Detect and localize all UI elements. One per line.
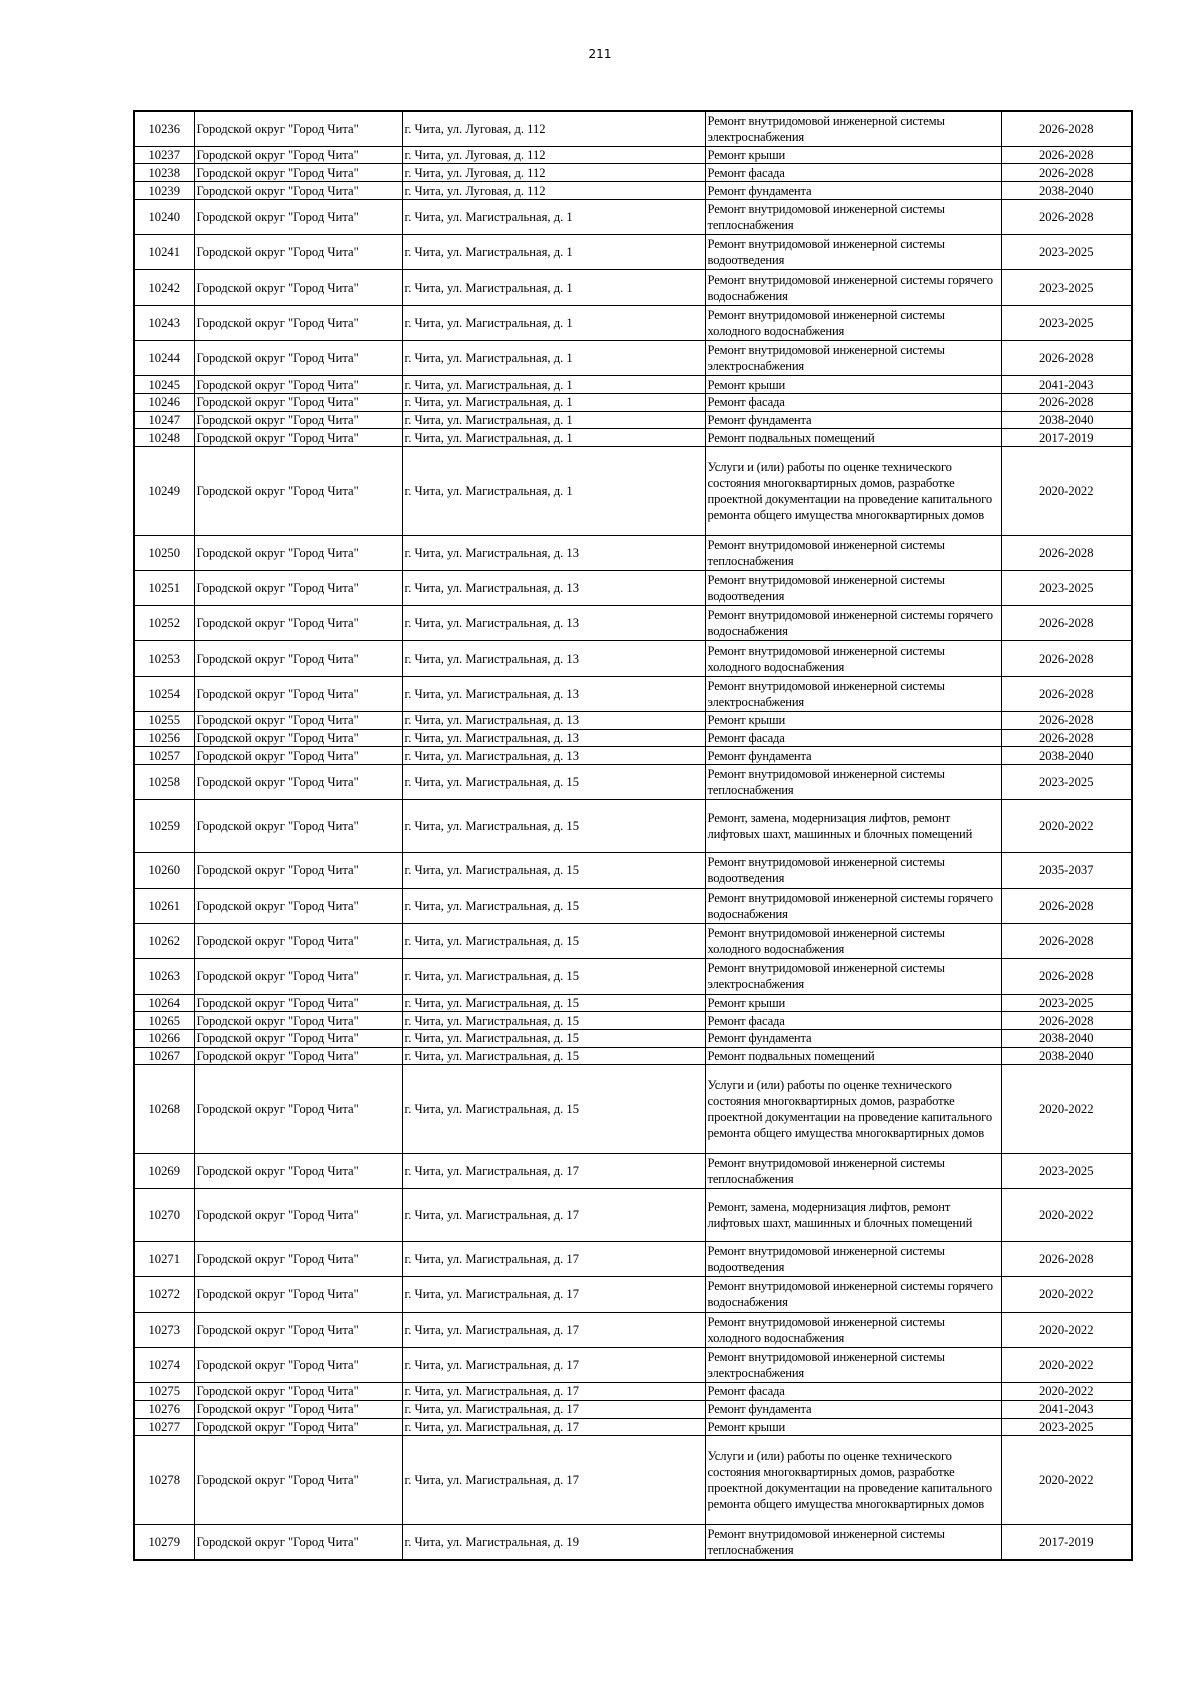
row-number-cell: 10277 [134, 1418, 194, 1436]
period-cell: 2038-2040 [1001, 411, 1132, 429]
table-row [134, 606, 1132, 641]
address-cell: г. Чита, ул. Луговая, д. 112 [402, 146, 705, 164]
address-cell: г. Чита, ул. Магистральная, д. 15 [402, 923, 705, 958]
district-cell: Городской округ "Город Чита" [194, 800, 402, 853]
table-row [134, 729, 1132, 747]
district-cell: Городской округ "Город Чита" [194, 729, 402, 747]
work-type-cell: Ремонт внутридомовой инженерной системы холодного водоснабжения [705, 305, 1001, 340]
period-cell: 2041-2043 [1001, 376, 1132, 394]
address-cell: г. Чита, ул. Магистральная, д. 15 [402, 853, 705, 888]
work-type-cell: Ремонт фундамента [705, 1400, 1001, 1418]
work-type-cell: Ремонт внутридомовой инженерной системы электроснабжения [705, 1347, 1001, 1382]
work-type-cell: Ремонт фундамента [705, 1029, 1001, 1047]
table-row [134, 394, 1132, 412]
period-cell: 2026-2028 [1001, 606, 1132, 641]
address-cell: г. Чита, ул. Магистральная, д. 1 [402, 270, 705, 305]
period-cell: 2026-2028 [1001, 1012, 1132, 1030]
district-cell: Городской округ "Город Чита" [194, 641, 402, 676]
address-cell: г. Чита, ул. Магистральная, д. 13 [402, 606, 705, 641]
table-row [134, 270, 1132, 305]
period-cell: 2020-2022 [1001, 1383, 1132, 1401]
period-cell: 2026-2028 [1001, 676, 1132, 711]
district-cell: Городской округ "Город Чита" [194, 676, 402, 711]
row-number-cell: 10249 [134, 447, 194, 536]
table-row [134, 1012, 1132, 1030]
address-cell: г. Чита, ул. Магистральная, д. 17 [402, 1189, 705, 1242]
row-number-cell: 10247 [134, 411, 194, 429]
address-cell: г. Чита, ул. Магистральная, д. 17 [402, 1153, 705, 1188]
work-type-cell: Ремонт внутридомовой инженерной системы теплоснабжения [705, 199, 1001, 234]
district-cell: Городской округ "Город Чита" [194, 1029, 402, 1047]
period-cell: 2026-2028 [1001, 111, 1132, 146]
district-cell: Городской округ "Город Чита" [194, 959, 402, 994]
period-cell: 2020-2022 [1001, 1277, 1132, 1312]
table-row [134, 341, 1132, 376]
address-cell: г. Чита, ул. Магистральная, д. 13 [402, 729, 705, 747]
row-number-cell: 10254 [134, 676, 194, 711]
address-cell: г. Чита, ул. Магистральная, д. 1 [402, 235, 705, 270]
district-cell: Городской округ "Город Чита" [194, 1241, 402, 1276]
period-cell: 2023-2025 [1001, 270, 1132, 305]
table-row [134, 182, 1132, 200]
table-body [134, 111, 1132, 1560]
table-row [134, 1065, 1132, 1154]
work-type-cell: Ремонт внутридомовой инженерной системы горячего водоснабжения [705, 606, 1001, 641]
table-row [134, 1418, 1132, 1436]
address-cell: г. Чита, ул. Магистральная, д. 13 [402, 712, 705, 730]
work-type-cell: Ремонт внутридомовой инженерной системы холодного водоснабжения [705, 641, 1001, 676]
work-type-cell: Ремонт фасада [705, 164, 1001, 182]
row-number-cell: 10265 [134, 1012, 194, 1030]
row-number-cell: 10245 [134, 376, 194, 394]
period-cell: 2026-2028 [1001, 164, 1132, 182]
work-type-cell: Ремонт фасада [705, 1383, 1001, 1401]
period-cell: 2026-2028 [1001, 641, 1132, 676]
period-cell: 2026-2028 [1001, 1241, 1132, 1276]
district-cell: Городской округ "Город Чита" [194, 923, 402, 958]
work-type-cell: Ремонт внутридомовой инженерной системы электроснабжения [705, 676, 1001, 711]
table-row [134, 235, 1132, 270]
repair-schedule-table [133, 110, 1133, 1561]
row-number-cell: 10257 [134, 747, 194, 765]
address-cell: г. Чита, ул. Магистральная, д. 17 [402, 1436, 705, 1525]
work-type-cell: Ремонт фасада [705, 1012, 1001, 1030]
row-number-cell: 10259 [134, 800, 194, 853]
work-type-cell: Ремонт фундамента [705, 747, 1001, 765]
period-cell: 2038-2040 [1001, 1029, 1132, 1047]
period-cell: 2023-2025 [1001, 570, 1132, 605]
district-cell: Городской округ "Город Чита" [194, 270, 402, 305]
table-row [134, 1277, 1132, 1312]
period-cell: 2020-2022 [1001, 1189, 1132, 1242]
period-cell: 2023-2025 [1001, 1153, 1132, 1188]
table-row [134, 146, 1132, 164]
work-type-cell: Ремонт внутридомовой инженерной системы холодного водоснабжения [705, 923, 1001, 958]
work-type-cell: Ремонт крыши [705, 712, 1001, 730]
period-cell: 2017-2019 [1001, 1524, 1132, 1559]
work-type-cell: Ремонт внутридомовой инженерной системы горячего водоснабжения [705, 1277, 1001, 1312]
district-cell: Городской округ "Город Чита" [194, 305, 402, 340]
row-number-cell: 10262 [134, 923, 194, 958]
work-type-cell: Ремонт внутридомовой инженерной системы водоотведения [705, 235, 1001, 270]
row-number-cell: 10270 [134, 1189, 194, 1242]
address-cell: г. Чита, ул. Луговая, д. 112 [402, 111, 705, 146]
work-type-cell: Ремонт крыши [705, 376, 1001, 394]
table-row [134, 1400, 1132, 1418]
district-cell: Городской округ "Город Чита" [194, 853, 402, 888]
row-number-cell: 10278 [134, 1436, 194, 1525]
work-type-cell: Ремонт крыши [705, 146, 1001, 164]
district-cell: Городской округ "Город Чита" [194, 1012, 402, 1030]
row-number-cell: 10243 [134, 305, 194, 340]
work-type-cell: Ремонт фасада [705, 394, 1001, 412]
period-cell: 2038-2040 [1001, 747, 1132, 765]
row-number-cell: 10258 [134, 765, 194, 800]
work-type-cell: Ремонт фасада [705, 729, 1001, 747]
period-cell: 2020-2022 [1001, 1347, 1132, 1382]
period-cell: 2038-2040 [1001, 182, 1132, 200]
table-row [134, 712, 1132, 730]
address-cell: г. Чита, ул. Магистральная, д. 13 [402, 676, 705, 711]
district-cell: Городской округ "Город Чита" [194, 1189, 402, 1242]
work-type-cell: Ремонт внутридомовой инженерной системы холодного водоснабжения [705, 1312, 1001, 1347]
row-number-cell: 10250 [134, 535, 194, 570]
address-cell: г. Чита, ул. Магистральная, д. 15 [402, 1029, 705, 1047]
table-row [134, 676, 1132, 711]
district-cell: Городской округ "Город Чита" [194, 1383, 402, 1401]
address-cell: г. Чита, ул. Магистральная, д. 13 [402, 570, 705, 605]
period-cell: 2026-2028 [1001, 959, 1132, 994]
table-row [134, 376, 1132, 394]
table-row [134, 959, 1132, 994]
page-number: 211 [588, 47, 612, 61]
address-cell: г. Чита, ул. Магистральная, д. 17 [402, 1312, 705, 1347]
row-number-cell: 10253 [134, 641, 194, 676]
row-number-cell: 10276 [134, 1400, 194, 1418]
address-cell: г. Чита, ул. Магистральная, д. 19 [402, 1524, 705, 1559]
work-type-cell: Ремонт внутридомовой инженерной системы горячего водоснабжения [705, 270, 1001, 305]
table-row [134, 199, 1132, 234]
work-type-cell: Ремонт подвальных помещений [705, 1047, 1001, 1065]
district-cell: Городской округ "Город Чита" [194, 429, 402, 447]
period-cell: 2023-2025 [1001, 765, 1132, 800]
address-cell: г. Чита, ул. Магистральная, д. 15 [402, 800, 705, 853]
district-cell: Городской округ "Город Чита" [194, 164, 402, 182]
period-cell: 2026-2028 [1001, 729, 1132, 747]
table-row [134, 1241, 1132, 1276]
district-cell: Городской округ "Город Чита" [194, 994, 402, 1012]
table-row [134, 1312, 1132, 1347]
table-row [134, 888, 1132, 923]
period-cell: 2020-2022 [1001, 1436, 1132, 1525]
period-cell: 2023-2025 [1001, 994, 1132, 1012]
row-number-cell: 10236 [134, 111, 194, 146]
district-cell: Городской округ "Город Чита" [194, 1047, 402, 1065]
address-cell: г. Чита, ул. Магистральная, д. 17 [402, 1400, 705, 1418]
table-row [134, 747, 1132, 765]
period-cell: 2026-2028 [1001, 535, 1132, 570]
row-number-cell: 10263 [134, 959, 194, 994]
row-number-cell: 10256 [134, 729, 194, 747]
district-cell: Городской округ "Город Чита" [194, 1436, 402, 1525]
district-cell: Городской округ "Город Чита" [194, 1418, 402, 1436]
district-cell: Городской округ "Город Чита" [194, 1400, 402, 1418]
row-number-cell: 10261 [134, 888, 194, 923]
table-row [134, 1189, 1132, 1242]
district-cell: Городской округ "Город Чита" [194, 394, 402, 412]
period-cell: 2026-2028 [1001, 199, 1132, 234]
district-cell: Городской округ "Город Чита" [194, 1065, 402, 1154]
table-row [134, 1524, 1132, 1559]
row-number-cell: 10273 [134, 1312, 194, 1347]
period-cell: 2038-2040 [1001, 1047, 1132, 1065]
period-cell: 2026-2028 [1001, 394, 1132, 412]
district-cell: Городской округ "Город Чита" [194, 888, 402, 923]
district-cell: Городской округ "Город Чита" [194, 182, 402, 200]
table-row [134, 923, 1132, 958]
address-cell: г. Чита, ул. Магистральная, д. 15 [402, 1047, 705, 1065]
row-number-cell: 10242 [134, 270, 194, 305]
table-row [134, 429, 1132, 447]
address-cell: г. Чита, ул. Магистральная, д. 1 [402, 305, 705, 340]
table-row [134, 800, 1132, 853]
table-row [134, 111, 1132, 146]
district-cell: Городской округ "Город Чита" [194, 606, 402, 641]
address-cell: г. Чита, ул. Магистральная, д. 13 [402, 747, 705, 765]
table-row [134, 447, 1132, 536]
work-type-cell: Услуги и (или) работы по оценке технического состояния многоквартирных домов, разработке проектной документации на проведение капитального ремонта общего имущества многоквартирных домов [705, 1436, 1001, 1525]
work-type-cell: Ремонт крыши [705, 1418, 1001, 1436]
work-type-cell: Ремонт внутридомовой инженерной системы водоотведения [705, 853, 1001, 888]
district-cell: Городской округ "Город Чита" [194, 765, 402, 800]
district-cell: Городской округ "Город Чита" [194, 447, 402, 536]
work-type-cell: Ремонт, замена, модернизация лифтов, ремонт лифтовых шахт, машинных и блочных помещений [705, 800, 1001, 853]
table-row [134, 411, 1132, 429]
district-cell: Городской округ "Город Чита" [194, 1312, 402, 1347]
table-row [134, 305, 1132, 340]
address-cell: г. Чита, ул. Магистральная, д. 17 [402, 1277, 705, 1312]
period-cell: 2026-2028 [1001, 923, 1132, 958]
district-cell: Городской округ "Город Чита" [194, 1153, 402, 1188]
table-row [134, 1436, 1132, 1525]
row-number-cell: 10255 [134, 712, 194, 730]
district-cell: Городской округ "Город Чита" [194, 341, 402, 376]
row-number-cell: 10248 [134, 429, 194, 447]
row-number-cell: 10268 [134, 1065, 194, 1154]
table-row [134, 765, 1132, 800]
work-type-cell: Ремонт фундамента [705, 182, 1001, 200]
period-cell: 2023-2025 [1001, 305, 1132, 340]
table-row [134, 641, 1132, 676]
district-cell: Городской округ "Город Чита" [194, 411, 402, 429]
period-cell: 2020-2022 [1001, 1065, 1132, 1154]
row-number-cell: 10241 [134, 235, 194, 270]
address-cell: г. Чита, ул. Магистральная, д. 13 [402, 535, 705, 570]
address-cell: г. Чита, ул. Магистральная, д. 15 [402, 1065, 705, 1154]
period-cell: 2026-2028 [1001, 888, 1132, 923]
work-type-cell: Ремонт подвальных помещений [705, 429, 1001, 447]
table-row [134, 1029, 1132, 1047]
address-cell: г. Чита, ул. Магистральная, д. 1 [402, 411, 705, 429]
period-cell: 2023-2025 [1001, 235, 1132, 270]
period-cell: 2020-2022 [1001, 447, 1132, 536]
row-number-cell: 10269 [134, 1153, 194, 1188]
period-cell: 2020-2022 [1001, 800, 1132, 853]
row-number-cell: 10246 [134, 394, 194, 412]
row-number-cell: 10274 [134, 1347, 194, 1382]
row-number-cell: 10239 [134, 182, 194, 200]
address-cell: г. Чита, ул. Магистральная, д. 15 [402, 765, 705, 800]
period-cell: 2035-2037 [1001, 853, 1132, 888]
district-cell: Городской округ "Город Чита" [194, 1524, 402, 1559]
district-cell: Городской округ "Город Чита" [194, 570, 402, 605]
address-cell: г. Чита, ул. Магистральная, д. 17 [402, 1418, 705, 1436]
address-cell: г. Чита, ул. Магистральная, д. 13 [402, 641, 705, 676]
row-number-cell: 10238 [134, 164, 194, 182]
district-cell: Городской округ "Город Чита" [194, 376, 402, 394]
period-cell: 2023-2025 [1001, 1418, 1132, 1436]
address-cell: г. Чита, ул. Магистральная, д. 15 [402, 888, 705, 923]
table-row [134, 1383, 1132, 1401]
row-number-cell: 10279 [134, 1524, 194, 1559]
work-type-cell: Услуги и (или) работы по оценке технического состояния многоквартирных домов, разработке проектной документации на проведение капитального ремонта общего имущества многоквартирных домов [705, 447, 1001, 536]
table-row [134, 1047, 1132, 1065]
work-type-cell: Ремонт внутридомовой инженерной системы теплоснабжения [705, 1153, 1001, 1188]
row-number-cell: 10251 [134, 570, 194, 605]
table-row [134, 535, 1132, 570]
row-number-cell: 10237 [134, 146, 194, 164]
address-cell: г. Чита, ул. Магистральная, д. 17 [402, 1383, 705, 1401]
row-number-cell: 10272 [134, 1277, 194, 1312]
district-cell: Городской округ "Город Чита" [194, 235, 402, 270]
table-row [134, 1153, 1132, 1188]
table-row [134, 164, 1132, 182]
address-cell: г. Чита, ул. Магистральная, д. 17 [402, 1241, 705, 1276]
work-type-cell: Ремонт внутридомовой инженерной системы горячего водоснабжения [705, 888, 1001, 923]
address-cell: г. Чита, ул. Магистральная, д. 1 [402, 447, 705, 536]
address-cell: г. Чита, ул. Магистральная, д. 1 [402, 394, 705, 412]
period-cell: 2026-2028 [1001, 712, 1132, 730]
address-cell: г. Чита, ул. Магистральная, д. 17 [402, 1347, 705, 1382]
work-type-cell: Ремонт внутридомовой инженерной системы электроснабжения [705, 111, 1001, 146]
address-cell: г. Чита, ул. Магистральная, д. 15 [402, 994, 705, 1012]
table-row [134, 853, 1132, 888]
row-number-cell: 10267 [134, 1047, 194, 1065]
address-cell: г. Чита, ул. Магистральная, д. 1 [402, 376, 705, 394]
address-cell: г. Чита, ул. Луговая, д. 112 [402, 182, 705, 200]
address-cell: г. Чита, ул. Магистральная, д. 1 [402, 341, 705, 376]
address-cell: г. Чита, ул. Магистральная, д. 15 [402, 1012, 705, 1030]
district-cell: Городской округ "Город Чита" [194, 747, 402, 765]
district-cell: Городской округ "Город Чита" [194, 535, 402, 570]
address-cell: г. Чита, ул. Магистральная, д. 15 [402, 959, 705, 994]
period-cell: 2026-2028 [1001, 146, 1132, 164]
period-cell: 2020-2022 [1001, 1312, 1132, 1347]
row-number-cell: 10266 [134, 1029, 194, 1047]
table-row [134, 1347, 1132, 1382]
work-type-cell: Ремонт внутридомовой инженерной системы теплоснабжения [705, 535, 1001, 570]
work-type-cell: Ремонт внутридомовой инженерной системы теплоснабжения [705, 765, 1001, 800]
work-type-cell: Ремонт внутридомовой инженерной системы электроснабжения [705, 341, 1001, 376]
address-cell: г. Чита, ул. Магистральная, д. 1 [402, 199, 705, 234]
period-cell: 2041-2043 [1001, 1400, 1132, 1418]
row-number-cell: 10260 [134, 853, 194, 888]
row-number-cell: 10271 [134, 1241, 194, 1276]
work-type-cell: Ремонт внутридомовой инженерной системы теплоснабжения [705, 1524, 1001, 1559]
row-number-cell: 10252 [134, 606, 194, 641]
table-row [134, 994, 1132, 1012]
district-cell: Городской округ "Город Чита" [194, 1347, 402, 1382]
district-cell: Городской округ "Город Чита" [194, 199, 402, 234]
district-cell: Городской округ "Город Чита" [194, 1277, 402, 1312]
work-type-cell: Услуги и (или) работы по оценке технического состояния многоквартирных домов, разработке проектной документации на проведение капитального ремонта общего имущества многоквартирных домов [705, 1065, 1001, 1154]
row-number-cell: 10275 [134, 1383, 194, 1401]
work-type-cell: Ремонт крыши [705, 994, 1001, 1012]
district-cell: Городской округ "Город Чита" [194, 712, 402, 730]
district-cell: Городской округ "Город Чита" [194, 146, 402, 164]
work-type-cell: Ремонт внутридомовой инженерной системы электроснабжения [705, 959, 1001, 994]
table-row [134, 570, 1132, 605]
row-number-cell: 10240 [134, 199, 194, 234]
address-cell: г. Чита, ул. Луговая, д. 112 [402, 164, 705, 182]
district-cell: Городской округ "Город Чита" [194, 111, 402, 146]
work-type-cell: Ремонт, замена, модернизация лифтов, ремонт лифтовых шахт, машинных и блочных помещений [705, 1189, 1001, 1242]
work-type-cell: Ремонт внутридомовой инженерной системы водоотведения [705, 570, 1001, 605]
row-number-cell: 10244 [134, 341, 194, 376]
period-cell: 2017-2019 [1001, 429, 1132, 447]
period-cell: 2026-2028 [1001, 341, 1132, 376]
work-type-cell: Ремонт внутридомовой инженерной системы водоотведения [705, 1241, 1001, 1276]
work-type-cell: Ремонт фундамента [705, 411, 1001, 429]
address-cell: г. Чита, ул. Магистральная, д. 1 [402, 429, 705, 447]
row-number-cell: 10264 [134, 994, 194, 1012]
